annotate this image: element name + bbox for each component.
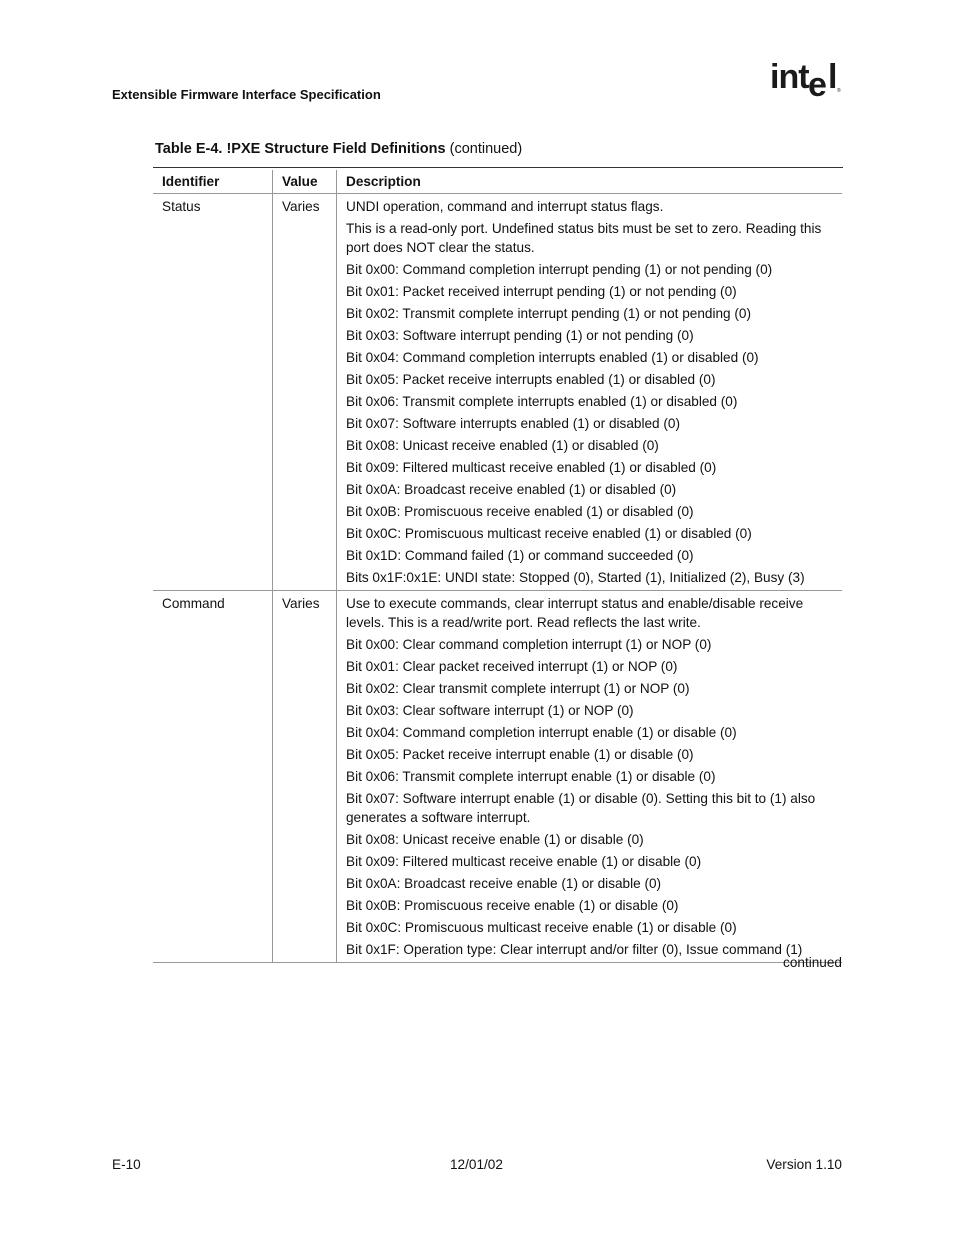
- svg-text:l: l: [828, 58, 838, 96]
- cell-value: Varies: [273, 194, 337, 591]
- description-line: Bit 0x09: Filtered multicast receive enabled (1) or disabled (0): [346, 460, 717, 475]
- description-line: Bit 0x0C: Promiscuous multicast receive enabled (1) or disabled (0): [346, 526, 752, 541]
- table-row: [153, 194, 842, 591]
- description-line: Bit 0x1F: Operation type: Clear interrupt and/or filter (0), Issue command (1): [346, 942, 803, 957]
- table-row: [153, 591, 842, 963]
- svg-text:e: e: [808, 66, 827, 104]
- description-line: Bit 0x01: Packet received interrupt pending (1) or not pending (0): [346, 284, 737, 299]
- footer-page-number: E-10: [112, 1157, 141, 1172]
- table-caption: [155, 141, 522, 157]
- continued-label: continued: [783, 955, 842, 970]
- description-line: Bit 0x08: Unicast receive enabled (1) or disabled (0): [346, 438, 659, 453]
- description-line: Bit 0x0C: Promiscuous multicast receive enable (1) or disable (0): [346, 920, 737, 935]
- description-line: Bit 0x1D: Command failed (1) or command succeeded (0): [346, 548, 694, 563]
- description-line: Bit 0x00: Clear command completion interrupt (1) or NOP (0): [346, 637, 712, 652]
- cell-description: [337, 591, 843, 963]
- description-line: Bit 0x05: Packet receive interrupts enabled (1) or disabled (0): [346, 372, 716, 387]
- description-line: Bit 0x07: Software interrupts enabled (1) or disabled (0): [346, 416, 680, 431]
- description-line: Bit 0x04: Command completion interrupt enable (1) or disable (0): [346, 725, 737, 740]
- description-line: Bit 0x02: Transmit complete interrupt pending (1) or not pending (0): [346, 306, 752, 321]
- column-header-identifier: Identifier: [153, 170, 273, 194]
- running-header-title: Extensible Firmware Interface Specification: [112, 87, 381, 102]
- table-caption-bold: Table E-4. !PXE Structure Field Definitions: [155, 141, 446, 157]
- description-line: Bit 0x05: Packet receive interrupt enable (1) or disable (0): [346, 747, 694, 762]
- footer-date: 12/01/02: [450, 1157, 503, 1172]
- column-header-value: Value: [273, 170, 337, 194]
- table-top-rule: [153, 167, 843, 168]
- cell-value: Varies: [273, 591, 337, 963]
- description-line: UNDI operation, command and interrupt status flags.: [346, 199, 664, 214]
- intel-logo: [770, 58, 842, 104]
- footer-version: Version 1.10: [766, 1157, 842, 1172]
- description-line: Bit 0x07: Software interrupt enable (1) or disable (0). Setting this bit to (1) also generates a software interrupt.: [346, 791, 816, 825]
- description-line: Bit 0x01: Clear packet received interrupt (1) or NOP (0): [346, 659, 678, 674]
- column-header-description: Description: [337, 170, 843, 194]
- cell-identifier: Command: [153, 591, 273, 963]
- table-header-row: [153, 170, 842, 194]
- description-line: Bit 0x06: Transmit complete interrupts enabled (1) or disabled (0): [346, 394, 738, 409]
- description-line: Bit 0x0A: Broadcast receive enabled (1) or disabled (0): [346, 482, 677, 497]
- description-line: Bit 0x03: Software interrupt pending (1) or not pending (0): [346, 328, 694, 343]
- svg-text:int: int: [770, 58, 809, 96]
- description-line: Bit 0x0B: Promiscuous receive enabled (1) or disabled (0): [346, 504, 694, 519]
- description-line: Bit 0x03: Clear software interrupt (1) or NOP (0): [346, 703, 634, 718]
- description-line: This is a read-only port. Undefined status bits must be set to zero. Reading this port does NOT clear the status.: [346, 221, 822, 255]
- cell-identifier: Status: [153, 194, 273, 591]
- description-line: Bit 0x02: Clear transmit complete interrupt (1) or NOP (0): [346, 681, 690, 696]
- description-line: Bit 0x04: Command completion interrupts enabled (1) or disabled (0): [346, 350, 759, 365]
- description-line: Bit 0x06: Transmit complete interrupt enable (1) or disable (0): [346, 769, 716, 784]
- description-line: Bit 0x0A: Broadcast receive enable (1) or disable (0): [346, 876, 662, 891]
- table-caption-continued: (continued): [445, 141, 523, 157]
- cell-description: [337, 194, 843, 591]
- description-line: Use to execute commands, clear interrupt status and enable/disable receive levels. This is a read/write port. Read reflects the last write.: [346, 596, 804, 630]
- description-line: Bits 0x1F:0x1E: UNDI state: Stopped (0), Started (1), Initialized (2), Busy (3): [346, 570, 805, 585]
- description-line: Bit 0x08: Unicast receive enable (1) or disable (0): [346, 832, 644, 847]
- field-definitions-table: [153, 170, 842, 963]
- table-body: [153, 194, 842, 963]
- svg-text:®: ®: [837, 88, 841, 94]
- description-line: Bit 0x09: Filtered multicast receive enable (1) or disable (0): [346, 854, 702, 869]
- description-line: Bit 0x00: Command completion interrupt pending (1) or not pending (0): [346, 262, 773, 277]
- description-line: Bit 0x0B: Promiscuous receive enable (1) or disable (0): [346, 898, 679, 913]
